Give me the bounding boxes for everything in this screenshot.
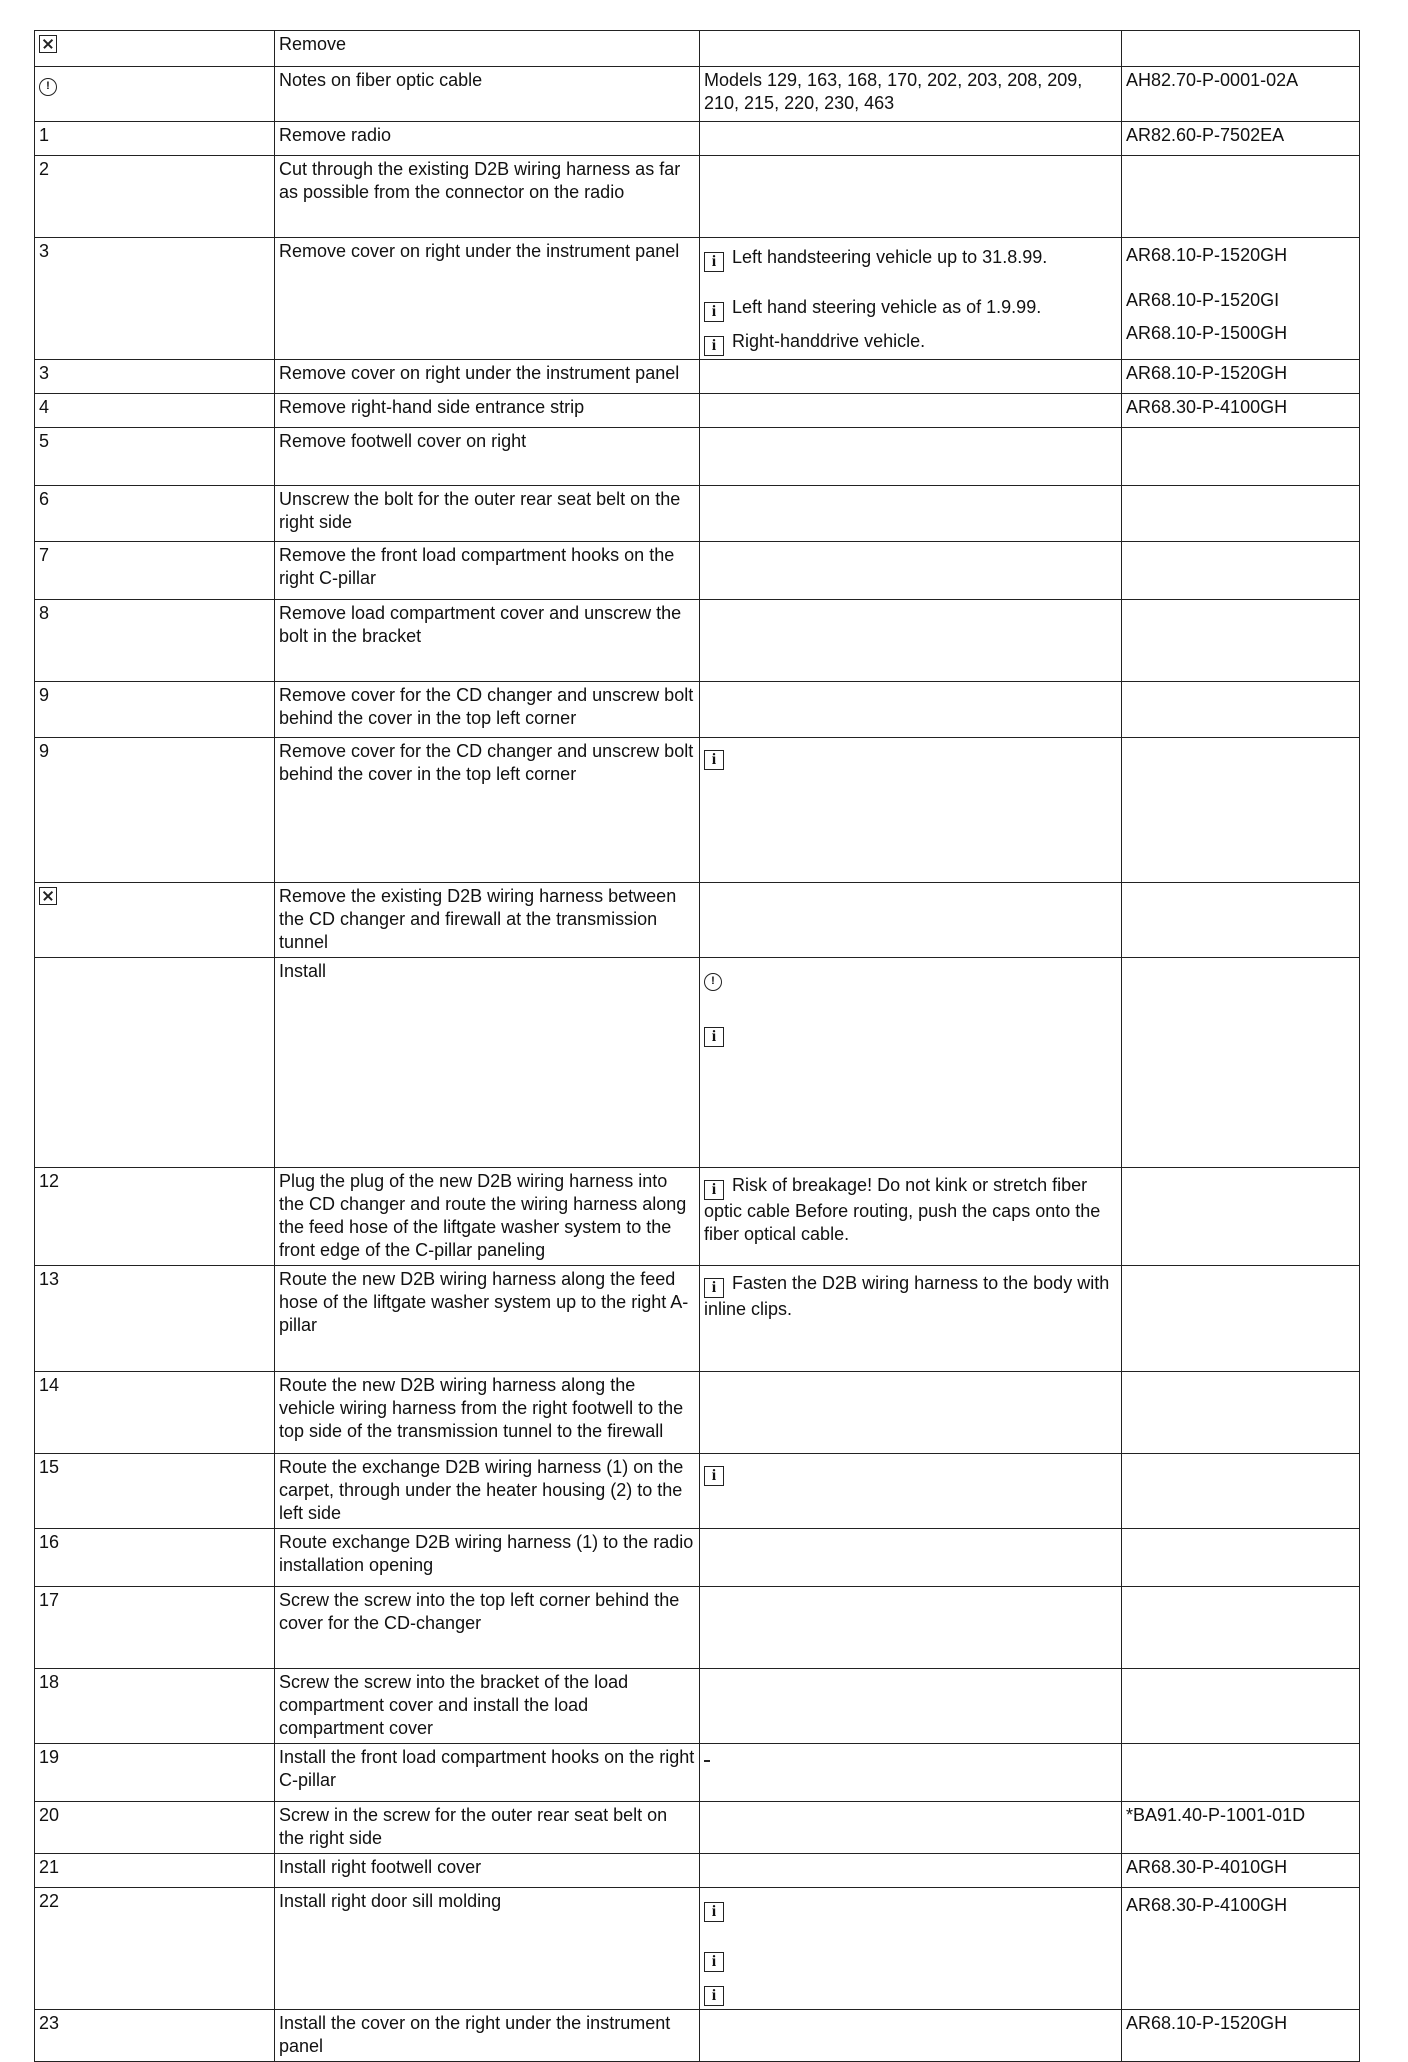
step-refs — [1122, 1888, 1360, 2010]
table-row — [35, 1888, 1360, 2010]
step-refs — [1122, 1266, 1360, 1372]
step-notes — [700, 1587, 1122, 1669]
step-number: 6 — [35, 486, 275, 542]
note — [704, 1946, 1117, 1972]
table-row — [35, 2010, 1360, 2062]
step-number: 4 — [35, 394, 275, 428]
step-notes — [700, 394, 1122, 428]
step-number: 18 — [35, 1669, 275, 1744]
step-refs — [1122, 238, 1360, 360]
step-text: Remove cover for the CD changer and unscrew bolt behind the cover in the top left corner — [275, 682, 700, 738]
step-notes — [700, 2010, 1122, 2062]
step-number: 22 — [35, 1888, 275, 2010]
step-number: 9 — [35, 682, 275, 738]
note — [704, 1980, 1117, 2006]
step-refs — [1122, 1168, 1360, 1266]
step-text: Remove — [275, 31, 700, 67]
step-notes — [700, 600, 1122, 682]
install-icon — [39, 887, 57, 905]
info-icon: i — [704, 1952, 724, 1972]
step-text: Remove the existing D2B wiring harness between the CD changer and firewall at the transmission tunnel — [275, 883, 700, 958]
remove-icon — [39, 35, 57, 53]
info-icon: i — [704, 302, 724, 322]
step-text: Remove cover on right under the instrument panel — [275, 238, 700, 360]
procedure-table — [34, 30, 1360, 2062]
caution-icon: ! — [39, 78, 57, 96]
step-notes — [700, 1669, 1122, 1744]
step-text: Remove right-hand side entrance strip — [275, 394, 700, 428]
step-refs — [1122, 682, 1360, 738]
table-row — [35, 428, 1360, 486]
info-icon: i — [704, 252, 724, 272]
note: i Left handsteering vehicle up to 31.8.99. — [704, 246, 1117, 272]
step-number: 20 — [35, 1802, 275, 1854]
step-text: Screw in the screw for the outer rear seat belt on the right side — [275, 1802, 700, 1854]
step-refs — [1122, 31, 1360, 67]
table-row — [35, 1454, 1360, 1529]
table-row — [35, 31, 1360, 67]
step-refs — [1122, 486, 1360, 542]
step-number — [35, 31, 275, 67]
step-text: Remove cover for the CD changer and unscrew bolt behind the cover in the top left corner — [275, 738, 700, 883]
table-row — [35, 738, 1360, 883]
step-text: Remove cover on right under the instrument panel — [275, 360, 700, 394]
step-notes — [700, 1529, 1122, 1587]
step-text: Notes on fiber optic cable — [275, 67, 700, 122]
table-row — [35, 958, 1360, 1168]
note: i Risk of breakage! Do not kink or stretch fiber optic cable Before routing, push the caps onto the fiber optical cable. — [704, 1175, 1101, 1244]
info-icon: i — [704, 750, 724, 770]
table-row — [35, 1266, 1360, 1372]
step-notes — [700, 1888, 1122, 2010]
note: i Right-handdrive vehicle. — [704, 330, 1117, 356]
step-number: 13 — [35, 1266, 275, 1372]
table-row — [35, 1168, 1360, 1266]
step-text: Install the front load compartment hooks on the right C-pillar — [275, 1744, 700, 1802]
step-number — [35, 958, 275, 1168]
step-refs — [1122, 1669, 1360, 1744]
step-number: 19 — [35, 1744, 275, 1802]
step-notes — [700, 738, 1122, 883]
step-text: Screw the screw into the bracket of the load compartment cover and install the load compartment cover — [275, 1669, 700, 1744]
table-row — [35, 682, 1360, 738]
note — [704, 1460, 1117, 1486]
step-refs — [1122, 1529, 1360, 1587]
table-row — [35, 883, 1360, 958]
step-text: Install right footwell cover — [275, 1854, 700, 1888]
step-notes — [700, 486, 1122, 542]
reference-link[interactable] — [1122, 958, 1360, 1168]
step-number: 1 — [35, 122, 275, 156]
step-text: Install — [275, 958, 700, 1168]
reference-link[interactable]: AR68.30-P-4100GH — [1122, 394, 1360, 428]
note — [704, 964, 1117, 991]
info-icon: i — [704, 1278, 724, 1298]
step-refs — [1122, 542, 1360, 600]
table-row — [35, 1669, 1360, 1744]
table-row — [35, 600, 1360, 682]
step-number: 17 — [35, 1587, 275, 1669]
info-icon: i — [704, 1466, 724, 1486]
info-icon: i — [704, 1986, 724, 2006]
step-notes — [700, 156, 1122, 238]
table-row — [35, 156, 1360, 238]
step-notes — [700, 1168, 1122, 1266]
step-number: 14 — [35, 1372, 275, 1454]
table-row — [35, 542, 1360, 600]
info-icon: i — [704, 336, 724, 356]
table-row — [35, 360, 1360, 394]
note: i Fasten the D2B wiring harness to the body with inline clips. — [704, 1273, 1110, 1319]
step-number: 23 — [35, 2010, 275, 2062]
step-number: 7 — [35, 542, 275, 600]
reference-link[interactable]: AR68.10-P-1520GI — [1126, 290, 1280, 310]
caution-icon: ! — [704, 973, 722, 991]
step-notes — [700, 122, 1122, 156]
step-text: Cut through the existing D2B wiring harness as far as possible from the connector on the radio — [275, 156, 700, 238]
reference-link[interactable]: *BA91.40-P-1001-01D — [1122, 1802, 1360, 1854]
note — [704, 1896, 1117, 1922]
step-notes — [700, 360, 1122, 394]
reference-link[interactable]: AR68.10-P-1520GH — [1122, 360, 1360, 394]
step-notes — [700, 238, 1122, 360]
step-notes — [700, 31, 1122, 67]
step-refs — [1122, 428, 1360, 486]
step-refs — [1122, 1372, 1360, 1454]
reference-link[interactable]: AR68.30-P-4010GH — [1122, 1854, 1360, 1888]
step-number: 16 — [35, 1529, 275, 1587]
step-notes — [700, 682, 1122, 738]
step-refs — [1122, 1587, 1360, 1669]
step-number — [35, 883, 275, 958]
step-notes — [700, 542, 1122, 600]
table-row — [35, 67, 1360, 122]
step-refs — [1122, 156, 1360, 238]
note: i Left hand steering vehicle as of 1.9.99. — [704, 296, 1117, 322]
table-row — [35, 394, 1360, 428]
table-row — [35, 1854, 1360, 1888]
step-refs — [1122, 883, 1360, 958]
step-number: 5 — [35, 428, 275, 486]
reference-link[interactable]: AR68.10-P-1520GH — [1122, 2010, 1360, 2062]
step-refs — [1122, 600, 1360, 682]
step-number: 2 — [35, 156, 275, 238]
step-notes — [700, 1454, 1122, 1529]
table-row — [35, 1372, 1360, 1454]
step-text: Plug the plug of the new D2B wiring harness into the CD changer and route the wiring harness along the feed hose of the liftgate washer system to the front edge of the C-pillar paneling — [275, 1168, 700, 1266]
step-number: 3 — [35, 238, 275, 360]
step-refs — [1122, 1454, 1360, 1529]
torque-icon — [704, 1760, 710, 1762]
step-notes: Models 129, 163, 168, 170, 202, 203, 208, 209, 210, 215, 220, 230, 463 — [700, 67, 1122, 122]
note — [704, 744, 1117, 770]
step-text: Remove the front load compartment hooks on the right C-pillar — [275, 542, 700, 600]
step-notes — [700, 1372, 1122, 1454]
step-text: Route the exchange D2B wiring harness (1) on the carpet, through under the heater housing (2) to the left side — [275, 1454, 700, 1529]
reference-link[interactable]: AH82.70-P-0001-02A — [1122, 67, 1360, 122]
step-notes — [700, 1854, 1122, 1888]
step-notes — [700, 1266, 1122, 1372]
step-number: 3 — [35, 360, 275, 394]
info-icon: i — [704, 1902, 724, 1922]
step-number: 8 — [35, 600, 275, 682]
table-row — [35, 1802, 1360, 1854]
step-number: 12 — [35, 1168, 275, 1266]
step-text: Screw the screw into the top left corner behind the cover for the CD-changer — [275, 1587, 700, 1669]
step-text: Route exchange D2B wiring harness (1) to the radio installation opening — [275, 1529, 700, 1587]
table-row — [35, 1587, 1360, 1669]
step-notes — [700, 1802, 1122, 1854]
reference-link[interactable]: AR82.60-P-7502EA — [1122, 122, 1360, 156]
step-notes — [700, 428, 1122, 486]
reference-link[interactable]: AR68.10-P-1500GH — [1126, 323, 1288, 343]
step-text: Install the cover on the right under the instrument panel — [275, 2010, 700, 2062]
step-text: Remove footwell cover on right — [275, 428, 700, 486]
step-notes — [700, 958, 1122, 1168]
reference-link[interactable] — [1122, 1744, 1360, 1802]
table-row — [35, 122, 1360, 156]
step-number: 9 — [35, 738, 275, 883]
reference-link[interactable]: AR68.30-P-4100GH — [1126, 1895, 1288, 1915]
step-notes — [700, 883, 1122, 958]
step-refs — [1122, 738, 1360, 883]
step-text: Remove load compartment cover and unscrew the bolt in the bracket — [275, 600, 700, 682]
reference-link[interactable]: AR68.10-P-1520GH — [1126, 245, 1288, 265]
table-row — [35, 1529, 1360, 1587]
step-text: Remove radio — [275, 122, 700, 156]
info-icon: i — [704, 1180, 724, 1200]
info-icon: i — [704, 1027, 724, 1047]
step-number: 21 — [35, 1854, 275, 1888]
step-notes — [700, 1744, 1122, 1802]
step-text: Install right door sill molding — [275, 1888, 700, 2010]
step-text: Route the new D2B wiring harness along the feed hose of the liftgate washer system up to the right A-pillar — [275, 1266, 700, 1372]
note — [704, 1021, 1117, 1047]
step-text: Unscrew the bolt for the outer rear seat belt on the right side — [275, 486, 700, 542]
step-number — [35, 67, 275, 122]
table-row — [35, 238, 1360, 360]
step-text: Route the new D2B wiring harness along the vehicle wiring harness from the right footwell to the top side of the transmission tunnel to the firewall — [275, 1372, 700, 1454]
step-number: 15 — [35, 1454, 275, 1529]
table-row — [35, 1744, 1360, 1802]
table-row — [35, 486, 1360, 542]
